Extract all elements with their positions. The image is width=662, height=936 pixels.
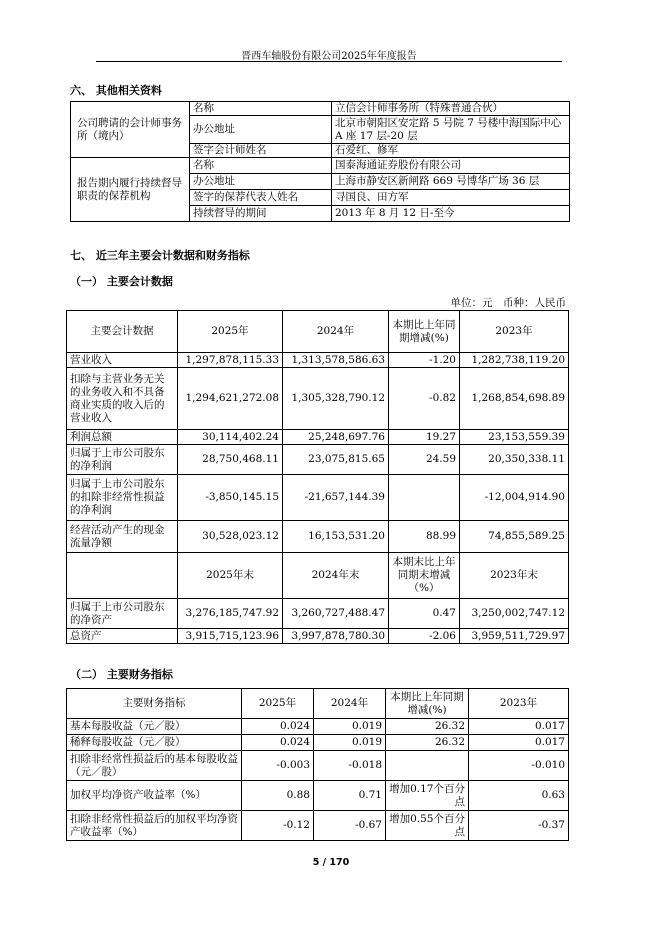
t2-cell: 24.59 [389,445,460,475]
t2-header: 2025年末 [178,553,283,599]
t2-cell: 30,114,402.24 [178,430,283,445]
t2-header: 2024年末 [283,553,389,599]
t2-cell: -2.06 [389,629,460,644]
t3-cell: 增加0.17个百分点 [386,781,469,811]
t2-cell: 23,153,559.39 [460,430,569,445]
t2-row-label: 归属于上市公司股东的净资产 [67,599,178,629]
t2-row-label: 总资产 [67,629,178,644]
t3-cell: 增加0.55个百分点 [386,811,469,841]
t1-value: 2013 年 8 月 12 日-至今 [332,206,570,222]
page-number: 5 / 170 [312,857,350,868]
t3-header: 主要财务指标 [67,689,242,719]
t1-value: 北京市朝阳区安定路 5 号院 7 号楼中海国际中心 A 座 17 层-20 层 [332,116,570,144]
t2-cell: 1,282,738,119.20 [460,353,569,368]
t2-cell [389,475,460,521]
t2-row-label: 经营活动产生的现金流量净额 [67,521,178,553]
t3-header: 本期比上年同期增减(%) [386,689,469,719]
t2-cell: 3,260,727,488.47 [283,599,389,629]
t2-cell: 3,959,511,729.97 [460,629,569,644]
t2-cell: -3,850,145.15 [178,475,283,521]
section-7-title: 七、 近三年主要会计数据和财务指标 [70,249,250,262]
t2-cell: 1,297,878,115.33 [178,353,283,368]
t2-cell: 23,075,815.65 [283,445,389,475]
t1-key: 签字的保荐代表人姓名 [190,190,332,206]
t2-cell: 74,855,589.25 [460,521,569,553]
t3-cell: 0.024 [242,735,314,751]
t1-value: 立信会计师事务所（特殊普通合伙） [332,102,570,116]
t2-row-label: 利润总额 [67,430,178,445]
unit-line: 单位：元 币种：人民币 [450,297,566,309]
t1-value: 上海市静安区新闸路 669 号博华广场 36 层 [332,174,570,190]
t3-cell: -0.12 [242,811,314,841]
t3-cell: 26.32 [386,719,469,735]
t1-key: 名称 [190,158,332,174]
t2-cell: 1,305,328,790.12 [283,368,389,430]
t1-value: 国泰海通证券股份有限公司 [332,158,570,174]
t2-row-label: 归属于上市公司股东的净利润 [67,445,178,475]
t1-key: 签字会计师姓名 [190,144,332,158]
t2-header: 本期末比上年同期末增减（%） [389,553,460,599]
t3-cell: 0.71 [314,781,386,811]
t2-cell: 30,528,023.12 [178,521,283,553]
t3-cell: 0.019 [314,735,386,751]
t2-header [67,553,178,599]
t2-cell: 1,268,854,698.89 [460,368,569,430]
page-header: 晋西车轴股份有限公司2025年年度报告 [241,51,417,62]
t2-cell: 0.47 [389,599,460,629]
t2-row-label: 归属于上市公司股东的扣除非经常性损益的净利润 [67,475,178,521]
accounting-data-table [66,310,569,644]
t3-row-label: 稀释每股收益（元／股） [67,735,242,751]
t1-key: 办公地址 [190,116,332,144]
t2-header: 本期比上年同期增减(%) [389,311,460,353]
t3-row-label: 扣除非经常性损益后的加权平均净资产收益率（%） [67,811,242,841]
t2-cell: 1,294,621,272.08 [178,368,283,430]
t1-key: 办公地址 [190,174,332,190]
t2-header: 2023年 [460,311,569,353]
t1-value: 石爱红、修军 [332,144,570,158]
t3-cell: -0.003 [242,751,314,781]
t3-header: 2025年 [242,689,314,719]
t2-cell: 28,750,468.11 [178,445,283,475]
t2-row-label: 扣除与主营业务无关的业务收入和不具备商业实质的收入后的营业收入 [67,368,178,430]
t3-cell [386,751,469,781]
t2-header: 主要会计数据 [67,311,178,353]
t3-cell: 0.017 [469,735,569,751]
t3-cell: -0.010 [469,751,569,781]
t1-value: 寻国良、田方军 [332,190,570,206]
subsection-2-title: （二） 主要财务指标 [70,668,173,681]
t2-cell: -0.82 [389,368,460,430]
section-6-title: 六、 其他相关资料 [70,84,162,97]
subsection-1-title: （一） 主要会计数据 [70,275,173,288]
t3-row-label: 加权平均净资产收益率（%） [67,781,242,811]
t2-header: 2025年 [178,311,283,353]
t3-row-label: 扣除非经常性损益后的基本每股收益（元／股） [67,751,242,781]
t3-cell: -0.67 [314,811,386,841]
t3-header: 2024年 [314,689,386,719]
accountant-label: 公司聘请的会计师事务所（境内） [71,102,190,158]
t2-cell: -12,004,914.90 [460,475,569,521]
t2-cell: 20,350,338.11 [460,445,569,475]
t3-cell: -0.37 [469,811,569,841]
t2-cell: 19.27 [389,430,460,445]
t2-cell: 3,997,878,780.30 [283,629,389,644]
t3-cell: 0.024 [242,719,314,735]
t2-cell: 88.99 [389,521,460,553]
t1-key: 持续督导的期间 [190,206,332,222]
t2-header: 2023年末 [460,553,569,599]
t2-header: 2024年 [283,311,389,353]
header-rule [96,61,562,62]
t2-cell: 25,248,697.76 [283,430,389,445]
t2-cell: 3,915,715,123.96 [178,629,283,644]
t3-cell: 0.019 [314,719,386,735]
financial-indicators-table [66,688,569,841]
t1-key: 名称 [190,102,332,116]
t2-cell: 16,153,531.20 [283,521,389,553]
t2-cell: 3,276,185,747.92 [178,599,283,629]
sponsor-label: 报告期内履行持续督导职责的保荐机构 [71,158,190,222]
t2-cell: -21,657,144.39 [283,475,389,521]
t3-cell: 0.88 [242,781,314,811]
t2-cell: -1.20 [389,353,460,368]
t3-cell: 26.32 [386,735,469,751]
t3-cell: 0.63 [469,781,569,811]
t2-row-label: 营业收入 [67,353,178,368]
t3-cell: 0.017 [469,719,569,735]
t2-cell: 1,313,578,586.63 [283,353,389,368]
t3-cell: -0.018 [314,751,386,781]
t3-header: 2023年 [469,689,569,719]
t2-cell: 3,250,002,747.12 [460,599,569,629]
other-info-table [70,101,570,222]
t3-row-label: 基本每股收益（元／股） [67,719,242,735]
